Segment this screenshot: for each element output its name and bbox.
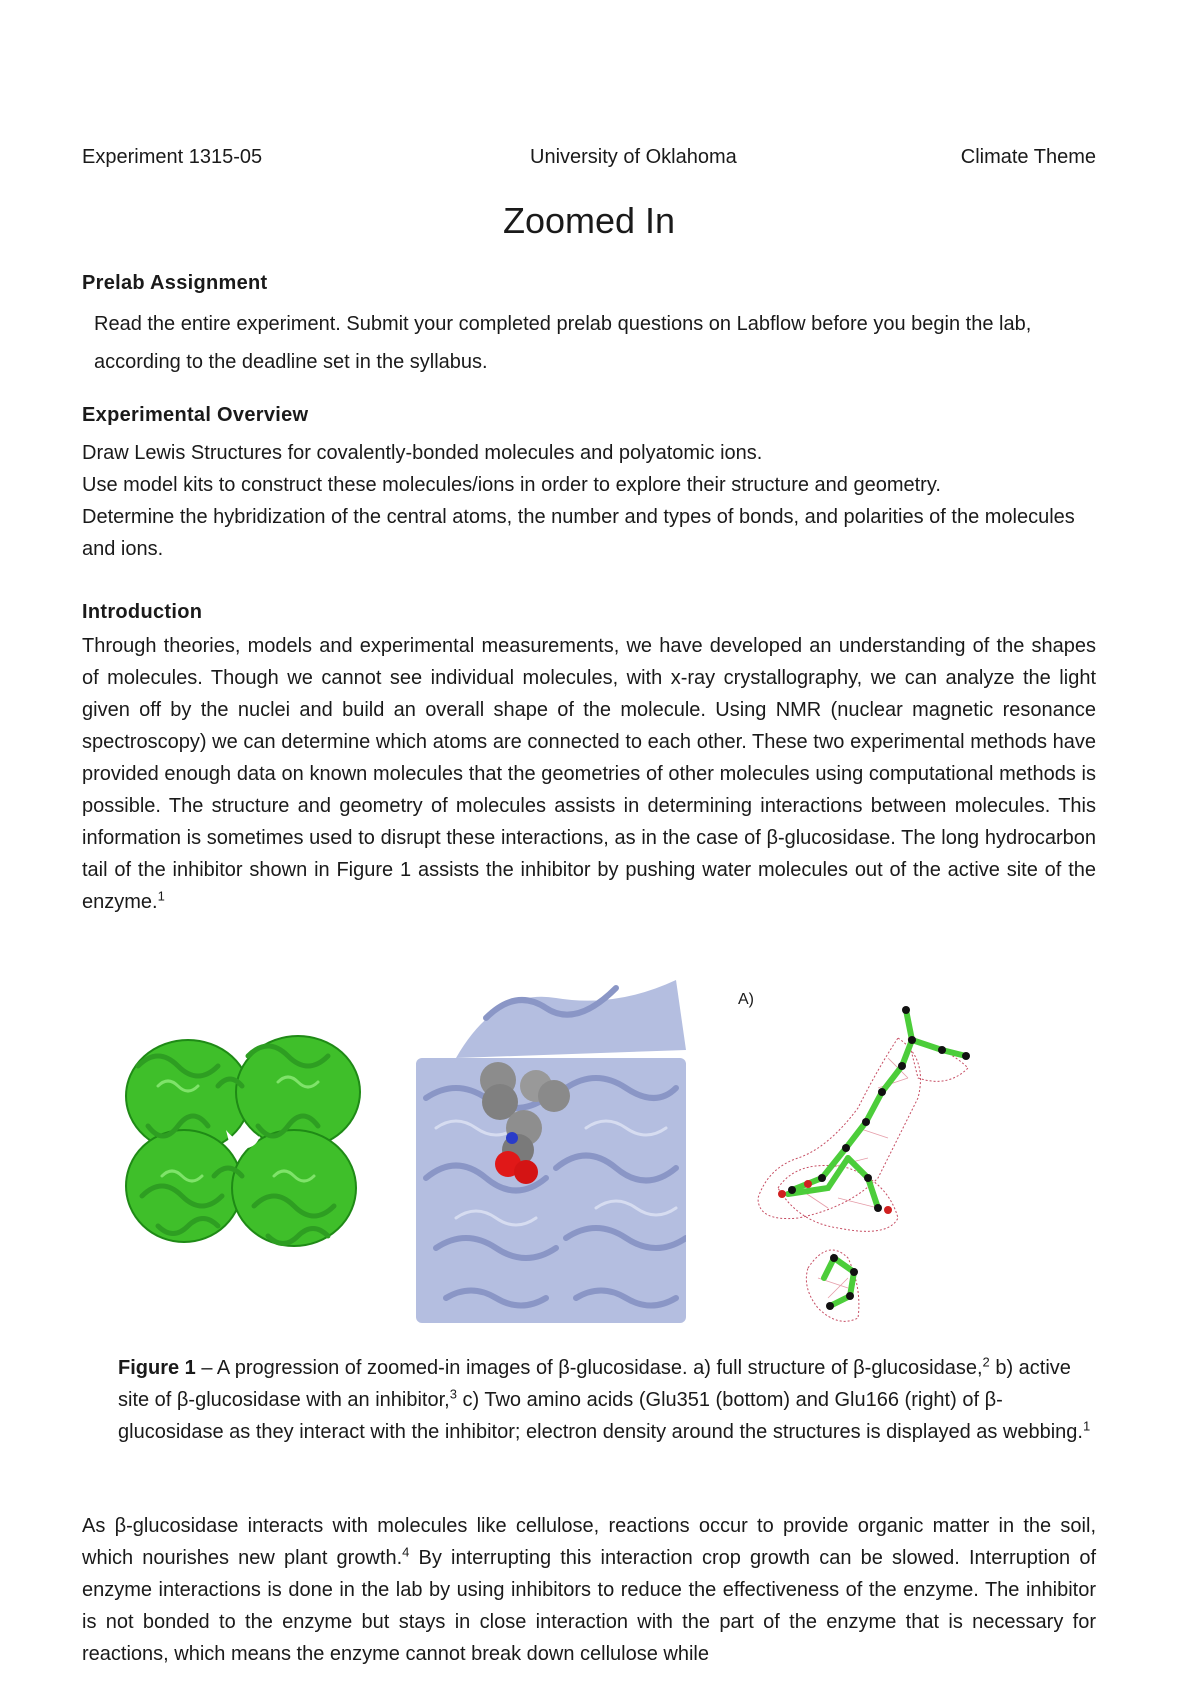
- page-title: Zoomed In: [502, 200, 676, 241]
- panel-c-label: A): [738, 991, 754, 1008]
- introduction-heading: Introduction: [82, 601, 203, 623]
- page-header: [82, 146, 1096, 172]
- overview-line-2: Use model kits to construct these molecules/ions in order to explore their structure and geometry.: [82, 474, 941, 496]
- closing-paragraph: [82, 1510, 1096, 1670]
- overview-line-3: Determine the hybridization of the central atoms, the number and types of bonds, and polarities of the molecules and ions.: [82, 506, 1075, 560]
- closing-text-1: As β-glucosidase interacts with molecules like cellulose, reactions occur to provide organic matter in the soil, which nourishes new plant growth.: [82, 1515, 1096, 1569]
- overview-line-1: Draw Lewis Structures for covalently-bonded molecules and polyatomic ions.: [82, 442, 763, 464]
- introduction-ref: 1: [157, 888, 165, 904]
- caption-ref-3: 1: [1082, 1418, 1091, 1434]
- header-experiment: Experiment 1315-05: [82, 146, 263, 168]
- caption-text-3: c) Two amino acids (Glu351 (bottom) and Glu166 (right) of β-glucosidase as they interact with the inhibitor; electron density around the structures is displayed as webbing.: [118, 1389, 1083, 1443]
- caption-ref-1: 2: [982, 1354, 990, 1370]
- closing-ref: 4: [402, 1544, 410, 1560]
- introduction-body: [82, 630, 1096, 918]
- figure-panel-b-image: [416, 978, 686, 1323]
- prelab-heading: Prelab Assignment: [82, 272, 268, 294]
- overview-heading: Experimental Overview: [82, 404, 309, 426]
- overview-body: [82, 437, 1096, 565]
- caption-text-1: – A progression of zoomed-in images of β-glucosidase. a) full structure of β-glucosidase,: [195, 1357, 983, 1379]
- header-university: University of Oklahoma: [530, 146, 737, 168]
- header-theme: Climate Theme: [960, 146, 1096, 168]
- figure-1-caption: [118, 1352, 1098, 1448]
- figure-panel-c-image: [738, 978, 1038, 1323]
- caption-text-2: b) active site of β-glucosidase with an inhibitor,: [118, 1357, 1071, 1411]
- caption-label: Figure 1: [118, 1357, 196, 1379]
- figure-1: [82, 978, 1096, 1328]
- introduction-text: Through theories, models and experimental measurements, we have developed an understanding of the shapes of molecules. Though we cannot see individual molecules, with x-ray crystallography, we can analyze the light given off by the nuclei and build an overall shape of the molecule. Using NMR (nuclear magnetic resonance spectroscopy) we can determine which atoms are connected to each other. These two experimental methods have provided enough data on known molecules that the geometries of other molecules using computational methods is possible. The structure and geometry of molecules assists in determining interactions between molecules. This information is sometimes used to disrupt these interactions, as in the case of β-glucosidase. The long hydrocarbon tail of the inhibitor shown in Figure 1 assists the inhibitor by pushing water molecules out of the active site of the enzyme.: [82, 635, 1096, 913]
- prelab-body: Read the entire experiment. Submit your completed prelab questions on Labflow before you begin the lab, according to the deadline set in the syllabus.: [94, 313, 1032, 373]
- caption-ref-2: 3: [449, 1386, 457, 1402]
- figure-panel-a-image: [118, 1026, 366, 1254]
- closing-text-2: By interrupting this interaction crop growth can be slowed. Interruption of enzyme interactions is done in the lab by using inhibitors to reduce the effectiveness of the enzyme. The inhibitor is not bonded to the enzyme but stays in close interaction with the part of the enzyme that is necessary for reactions, which means the enzyme cannot break down cellulose while: [82, 1547, 1096, 1665]
